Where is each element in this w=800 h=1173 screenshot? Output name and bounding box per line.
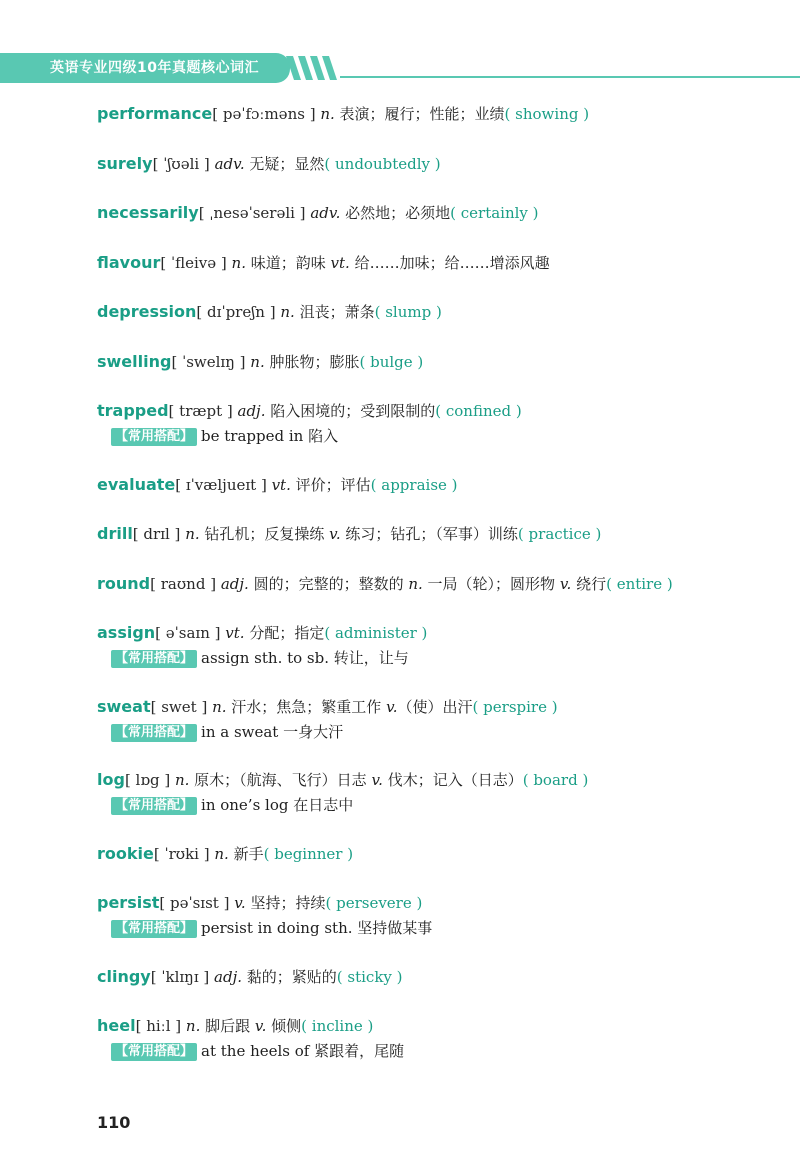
pronunciation: [ lɒg ] (124, 771, 171, 789)
entry-line (97, 694, 787, 720)
headword: evaluate (97, 474, 176, 494)
synonym: ( slump ) (374, 303, 442, 321)
headword: clingy (97, 966, 151, 986)
part-of-speech: adj. (214, 967, 242, 986)
collocation-tag: 【常用搭配】 (111, 920, 197, 938)
part-of-speech: n. (231, 253, 246, 272)
headword: heel (97, 1016, 136, 1035)
header-stripes-decoration (282, 56, 342, 80)
definition: adv. 必然地；必须地 (310, 204, 451, 222)
headword: rookie (97, 843, 154, 863)
collocation-line (97, 424, 787, 448)
entry-line (97, 299, 787, 325)
definition: n. 沮丧；萧条 (280, 303, 375, 321)
pronunciation: [ dɪˈpreʃn ] (196, 303, 276, 321)
definition: adv. 无疑；显然 (214, 154, 325, 173)
collocation-line (97, 916, 787, 940)
vocab-entry (97, 200, 787, 226)
collocation-tag: 【常用搭配】 (111, 428, 197, 446)
pronunciation: [ træpt ] (168, 402, 233, 420)
part-of-speech: n. (185, 1017, 201, 1035)
headword: flavour (97, 252, 161, 272)
collocation-line (97, 646, 787, 670)
synonym: ( administer ) (324, 624, 428, 642)
synonym: ( incline ) (301, 1017, 374, 1035)
definition: n. 脚后跟 v. 倾侧 (185, 1017, 302, 1035)
pronunciation: [ ɪˈvæljueɪt ] (175, 475, 267, 494)
entry-line (97, 521, 787, 547)
vocab-entry (97, 521, 787, 547)
headword: trapped (97, 401, 169, 420)
part-of-speech: n. (185, 525, 200, 543)
entry-line (97, 151, 787, 177)
header-rule (340, 76, 800, 78)
synonym: ( practice ) (517, 525, 602, 543)
part-of-speech: adv. (214, 154, 245, 173)
definition: n. 表演；履行；性能；业绩 (320, 105, 505, 123)
entry-line (97, 620, 787, 646)
pronunciation: [ ˌnesəˈserəli ] (198, 204, 306, 222)
entry-line (97, 200, 787, 226)
entry-line (97, 101, 787, 127)
part-of-speech: v. (254, 1017, 267, 1035)
headword: assign (97, 623, 156, 642)
vocab-entry (97, 151, 787, 177)
pronunciation: [ raʊnd ] (150, 574, 217, 593)
definition: adj. 圆的；完整的；整数的 n. 一局（轮）；圆形物 v. 绕行 (220, 574, 607, 593)
part-of-speech: v. (371, 771, 383, 789)
collocation-tag: 【常用搭配】 (111, 724, 197, 742)
synonym: ( perspire ) (472, 697, 558, 716)
collocation-line (97, 793, 787, 817)
definition: n. 味道；韵味 vt. 给……加味；给……增添风趣 (231, 253, 550, 272)
headword: persist (97, 893, 160, 912)
entry-line (97, 349, 787, 375)
vocab-entry (97, 571, 787, 597)
entry-line (97, 767, 787, 793)
synonym: ( certainly ) (450, 204, 539, 222)
entry-line (97, 398, 787, 424)
headword: performance (97, 104, 213, 123)
headword: surely (97, 153, 153, 173)
headword: necessarily (97, 203, 199, 222)
vocab-entry (97, 349, 787, 375)
vocab-entry (97, 101, 787, 127)
vocab-entry (97, 398, 787, 448)
pronunciation: [ hiːl ] (135, 1017, 182, 1035)
vocab-entry (97, 841, 787, 867)
part-of-speech: adj. (237, 402, 266, 420)
definition: adj. 陷入困境的；受到限制的 (237, 402, 436, 420)
part-of-speech: n. (250, 352, 265, 371)
synonym: ( undoubtedly ) (324, 154, 441, 173)
entry-line (97, 472, 787, 498)
vocab-entry (97, 964, 787, 990)
page-number: 110 (97, 1113, 131, 1132)
entry-line (97, 571, 787, 597)
part-of-speech: v. (329, 525, 341, 543)
definition: n. 新手 (214, 844, 264, 863)
definition: n. 原木；（航海、飞行）日志 v. 伐木；记入（日志） (174, 771, 523, 789)
collocation-tag: 【常用搭配】 (111, 797, 197, 815)
vocab-entry (97, 890, 787, 940)
vocabulary-list (97, 101, 787, 1087)
entry-line (97, 890, 787, 916)
entry-line (97, 964, 787, 990)
synonym: ( bulge ) (359, 352, 424, 371)
part-of-speech: v. (234, 894, 246, 912)
synonym: ( appraise ) (370, 475, 458, 494)
collocation-line (97, 1039, 787, 1063)
definition: adj. 黏的；紧贴的 (214, 967, 337, 986)
part-of-speech: adj. (220, 574, 249, 593)
pronunciation: [ əˈsaɪn ] (155, 624, 221, 642)
synonym: ( board ) (522, 771, 589, 789)
pronunciation: [ pəˈsɪst ] (159, 894, 230, 912)
headword: sweat (97, 696, 151, 716)
vocab-entry (97, 694, 787, 744)
entry-line (97, 250, 787, 276)
headword: depression (97, 302, 197, 321)
pronunciation: [ ˈrʊki ] (153, 844, 210, 863)
pronunciation: [ swet ] (150, 697, 208, 716)
part-of-speech: n. (280, 303, 295, 321)
vocab-entry (97, 472, 787, 498)
pronunciation: [ ˈʃʊəli ] (152, 154, 210, 173)
vocab-entry (97, 299, 787, 325)
synonym: ( persevere ) (325, 894, 423, 912)
collocation-text: be trapped in 陷入 (201, 427, 339, 445)
vocab-entry (97, 1013, 787, 1063)
collocation-text: assign sth. to sb. 转让，让与 (201, 649, 409, 667)
collocation-text: at the heels of 紧跟着，尾随 (201, 1042, 405, 1060)
collocation-text: persist in doing sth. 坚持做某事 (201, 919, 433, 937)
header-title: 英语专业四级10年真题核心词汇 (50, 60, 259, 76)
definition: n. 肿胀物；膨胀 (250, 352, 360, 371)
headword: drill (97, 524, 133, 543)
part-of-speech: vt. (330, 253, 350, 272)
headword: swelling (97, 351, 172, 371)
definition: vt. 评价；评估 (271, 475, 371, 494)
pronunciation: [ ˈfleivə ] (160, 253, 227, 272)
collocation-text: in a sweat 一身大汗 (201, 722, 344, 741)
part-of-speech: adv. (310, 204, 341, 222)
headword: log (97, 770, 125, 789)
part-of-speech: n. (408, 574, 423, 593)
part-of-speech: v. (559, 574, 572, 593)
pronunciation: [ pəˈfɔːməns ] (212, 105, 316, 123)
collocation-tag: 【常用搭配】 (111, 1043, 197, 1061)
pronunciation: [ ˈswelɪŋ ] (171, 352, 246, 371)
entry-line (97, 1013, 787, 1039)
synonym: ( entire ) (606, 574, 673, 593)
synonym: ( beginner ) (263, 844, 354, 863)
definition: v. 坚持；持续 (234, 894, 326, 912)
pronunciation: [ ˈklɪŋɪ ] (150, 967, 210, 986)
entry-line (97, 841, 787, 867)
part-of-speech: vt. (225, 624, 245, 642)
pronunciation: [ drɪl ] (132, 525, 181, 543)
definition: n. 汗水；焦急；繁重工作 v.（使）出汗 (212, 697, 473, 716)
synonym: ( sticky ) (336, 967, 403, 986)
part-of-speech: n. (212, 697, 227, 716)
synonym: ( confined ) (435, 402, 522, 420)
collocation-line (97, 720, 787, 744)
vocab-entry (97, 620, 787, 670)
definition: n. 钻孔机；反复操练 v. 练习；钻孔；（军事）训练 (185, 525, 518, 543)
page-header (0, 53, 800, 83)
part-of-speech: v. (386, 697, 398, 716)
vocab-entry (97, 767, 787, 817)
synonym: ( showing ) (504, 105, 590, 123)
part-of-speech: vt. (271, 475, 291, 494)
vocab-entry (97, 250, 787, 276)
part-of-speech: n. (214, 844, 229, 863)
collocation-text: in one’s log 在日志中 (201, 796, 354, 814)
collocation-tag: 【常用搭配】 (111, 650, 197, 668)
definition: vt. 分配；指定 (225, 624, 325, 642)
part-of-speech: n. (320, 105, 335, 123)
part-of-speech: n. (174, 771, 190, 789)
headword: round (97, 573, 151, 593)
